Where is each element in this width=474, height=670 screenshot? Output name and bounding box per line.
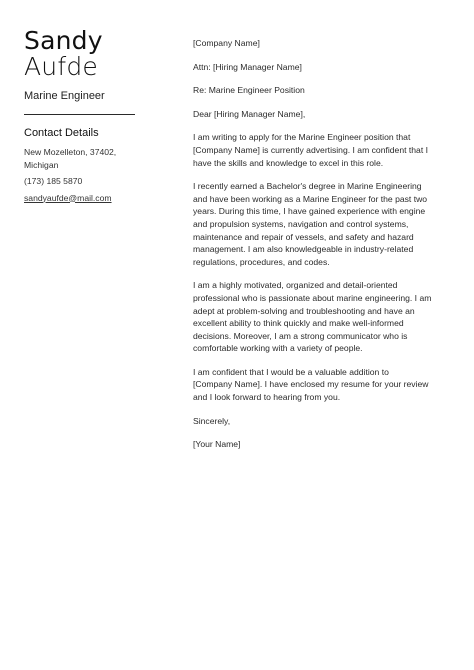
divider [24, 114, 135, 115]
paragraph-line: I recently earned a Bachelor's degree in Marine Engineering [193, 181, 422, 192]
salutation: Dear [Hiring Manager Name], [193, 108, 306, 119]
subject-line: Re: Marine Engineer Position [193, 85, 305, 96]
company-name-line: [Company Name] [193, 38, 260, 48]
paragraph-line: management. I am also knowledgeable in industry-related [193, 244, 414, 255]
job-title: Marine Engineer [24, 90, 105, 102]
paragraph-line: years. During this time, I have gained experience with engine [193, 206, 426, 217]
attention-line: Attn: [Hiring Manager Name] [193, 61, 302, 72]
paragraph-line: regulations, procedures, and codes. [193, 256, 330, 267]
paragraph-line: and have been working as a Marine Engineer for the past two [193, 193, 428, 204]
paragraph-line: and I look forward to hearing from you. [193, 392, 341, 403]
paragraph-intro [193, 131, 445, 169]
closing: Sincerely, [193, 415, 231, 426]
address-line-1: New Mozelleton, 37402, [24, 147, 117, 157]
paragraph-line: excellent ability to think quickly and make well-informed [193, 318, 404, 329]
paragraph-experience [193, 180, 445, 268]
paragraph-line: comfortable working with a variety of people. [193, 343, 363, 354]
paragraph-line: and propulsion systems, navigation and control systems, [193, 218, 409, 229]
contact-details [24, 146, 136, 204]
signature: [Your Name] [193, 439, 241, 450]
email-link[interactable]: sandyaufde@mail.com [24, 192, 112, 203]
sidebar [24, 28, 136, 204]
paragraph-skills [193, 279, 445, 355]
last-name: Aufde [24, 52, 98, 81]
letter-body [193, 37, 445, 462]
paragraph-line: decisions. Moreover, I am a strong communicator who is [193, 330, 408, 341]
address-line-2: Michigan [24, 159, 59, 170]
phone-number: (173) 185 5870 [24, 176, 83, 186]
first-name: Sandy [24, 26, 103, 55]
paragraph-line: [Company Name] is currently advertising. I am confident that I [193, 144, 428, 155]
paragraph-closing [193, 366, 445, 404]
paragraph-line: have the skills and knowledge to excel in this role. [193, 157, 384, 168]
paragraph-line: adept at problem-solving and troubleshooting and have an [193, 305, 415, 316]
paragraph-line: [Company Name]. I have enclosed my resume for your review [193, 379, 429, 390]
paragraph-line: maintenance and repair of vessels, and safety and hazard [193, 231, 414, 242]
contact-details-heading: Contact Details [24, 127, 99, 139]
paragraph-line: professional who is passionate about marine engineering. I am [193, 292, 432, 303]
paragraph-line: I am confident that I would be a valuable addition to [193, 366, 389, 377]
paragraph-line: I am writing to apply for the Marine Engineer position that [193, 132, 411, 143]
paragraph-line: I am a highly motivated, organized and detail-oriented [193, 280, 398, 291]
